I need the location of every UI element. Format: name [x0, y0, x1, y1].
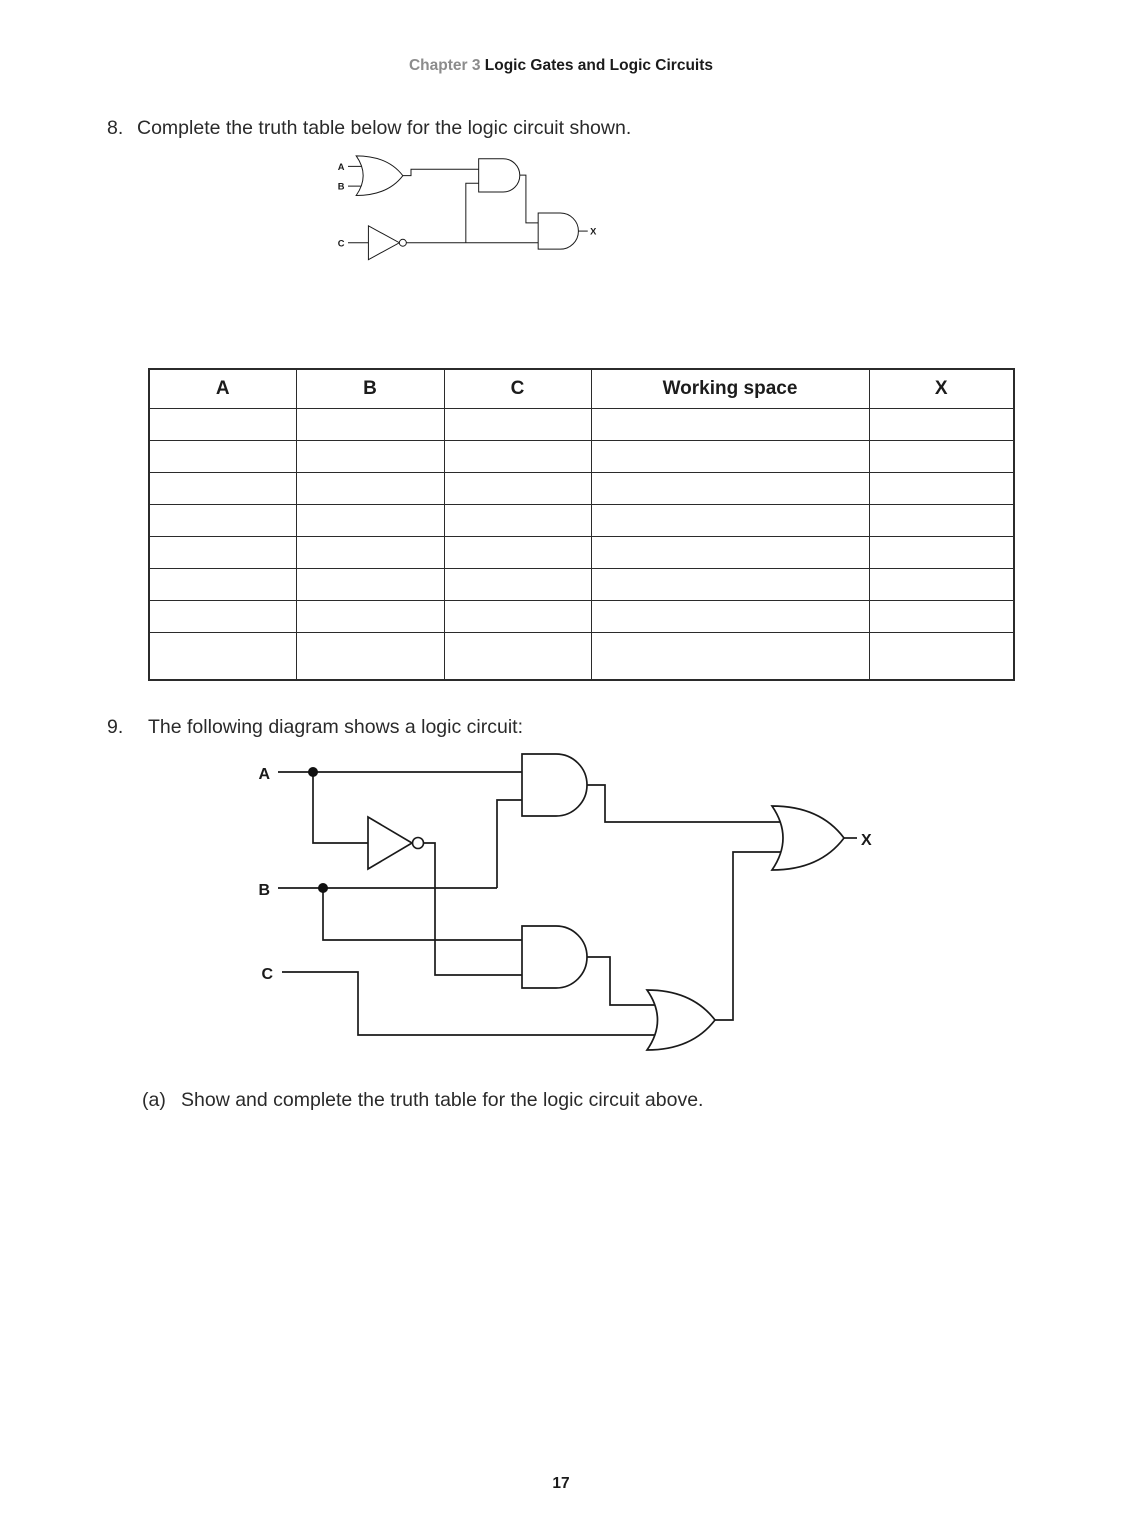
truth-table-empty-cell [444, 472, 591, 504]
q9-wire-not-out-to-and2 [424, 843, 522, 975]
question-8-number: 8. [107, 117, 124, 139]
not-gate-bubble [413, 838, 424, 849]
truth-table-empty-cell [869, 568, 1014, 600]
truth-table-empty-cell [296, 632, 444, 680]
truth-table-empty-cell [149, 600, 296, 632]
truth-table-empty-row [149, 472, 1014, 504]
q9-label-b: B [258, 882, 270, 899]
truth-table-empty-cell [869, 600, 1014, 632]
truth-table-empty-cell [869, 440, 1014, 472]
truth-table-empty-cell [149, 440, 296, 472]
truth-table-empty-cell [149, 536, 296, 568]
chapter-label: Chapter 3 [408, 57, 481, 74]
truth-table-empty-cell [296, 504, 444, 536]
truth-table-empty-cell [869, 536, 1014, 568]
page-number: 17 [552, 1475, 570, 1492]
truth-table-empty-cell [296, 472, 444, 504]
question-9-number: 9. [107, 716, 124, 738]
truth-table-body [149, 409, 1014, 681]
truth-table-header-a: A [149, 369, 296, 409]
q8-wire-or-to-and [403, 169, 479, 175]
truth-table [148, 368, 1015, 681]
truth-table-header-row [149, 369, 1014, 409]
q9-wire-b-down-to-and2 [323, 888, 522, 940]
truth-table-empty-cell [869, 409, 1014, 441]
truth-table-empty-cell [444, 600, 591, 632]
q8-label-b: B [337, 181, 345, 192]
truth-table-empty-row [149, 568, 1014, 600]
q9-wire-and2-to-or2 [587, 957, 662, 1005]
truth-table-empty-row [149, 504, 1014, 536]
q9-wire-or2-to-or1 [715, 852, 786, 1020]
not-gate [368, 226, 399, 260]
junction-dot-a [308, 767, 318, 777]
junction-dot-b [318, 883, 328, 893]
truth-table-empty-cell [149, 568, 296, 600]
q9-wire-b-up-to-and1 [497, 800, 522, 888]
truth-table-empty-row [149, 600, 1014, 632]
truth-table-empty-cell [591, 440, 869, 472]
q9-wire-input-c [282, 972, 662, 1035]
truth-table-head [149, 369, 1014, 409]
truth-table-empty-cell [444, 536, 591, 568]
or-gate [356, 156, 403, 196]
truth-table-empty-cell [444, 504, 591, 536]
truth-table-empty-cell [869, 504, 1014, 536]
truth-table-empty-cell [149, 409, 296, 441]
truth-table-empty-row [149, 409, 1014, 441]
truth-table-empty-cell [444, 409, 591, 441]
truth-table-header-working: Working space [591, 369, 869, 409]
q9-part-a-text: Show and complete the truth table for the logic circuit above. [181, 1089, 704, 1111]
q9-wire-and1-to-or1 [587, 785, 786, 822]
q8-label-c: C [337, 238, 345, 249]
truth-table-empty-cell [591, 568, 869, 600]
q8-circuit-diagram [330, 150, 800, 360]
page-header [0, 57, 1122, 75]
truth-table-empty-cell [591, 504, 869, 536]
truth-table-empty-cell [591, 536, 869, 568]
truth-table-empty-row [149, 536, 1014, 568]
truth-table-empty-cell [149, 504, 296, 536]
truth-table-empty-row [149, 440, 1014, 472]
truth-table-empty-cell [296, 600, 444, 632]
not-gate-bubble [399, 239, 406, 246]
and-gate-top [522, 754, 587, 816]
truth-table-container [148, 368, 1015, 681]
truth-table-empty-cell [591, 472, 869, 504]
q9-circuit-diagram [240, 740, 890, 1070]
or-gate-bottom [647, 990, 715, 1050]
q8-wire-not-branch-up [466, 183, 479, 243]
q9-label-a: A [258, 766, 270, 783]
truth-table-empty-row [149, 632, 1014, 680]
truth-table-empty-cell [149, 472, 296, 504]
truth-table-header-c: C [444, 369, 591, 409]
q9-label-c: C [261, 966, 273, 983]
question-8-prompt: Complete the truth table below for the logic circuit shown. [137, 117, 632, 139]
q9-label-x: X [861, 832, 872, 849]
q9-part-a-marker: (a) [142, 1089, 166, 1111]
truth-table-empty-cell [591, 632, 869, 680]
and-gate-bottom [522, 926, 587, 988]
truth-table-empty-cell [591, 600, 869, 632]
truth-table-empty-cell [296, 568, 444, 600]
q9-wire-a-branch-to-not [313, 772, 368, 843]
question-9-prompt: The following diagram shows a logic circuit: [148, 716, 523, 738]
truth-table-empty-cell [444, 632, 591, 680]
truth-table-empty-cell [869, 472, 1014, 504]
truth-table-empty-cell [149, 632, 296, 680]
q8-wire-and1-to-and2 [520, 175, 539, 223]
and-gate [479, 159, 520, 192]
truth-table-empty-cell [591, 409, 869, 441]
or-gate-output [772, 806, 844, 870]
and-gate-2 [538, 213, 578, 249]
q8-label-x: X [590, 226, 597, 237]
truth-table-empty-cell [869, 632, 1014, 680]
truth-table-empty-cell [296, 440, 444, 472]
not-gate [368, 817, 412, 869]
truth-table-empty-cell [444, 568, 591, 600]
truth-table-header-b: B [296, 369, 444, 409]
q8-label-a: A [337, 161, 345, 172]
truth-table-empty-cell [296, 536, 444, 568]
truth-table-empty-cell [296, 409, 444, 441]
truth-table-header-x: X [869, 369, 1014, 409]
chapter-title: Logic Gates and Logic Circuits [484, 57, 714, 74]
truth-table-empty-cell [444, 440, 591, 472]
